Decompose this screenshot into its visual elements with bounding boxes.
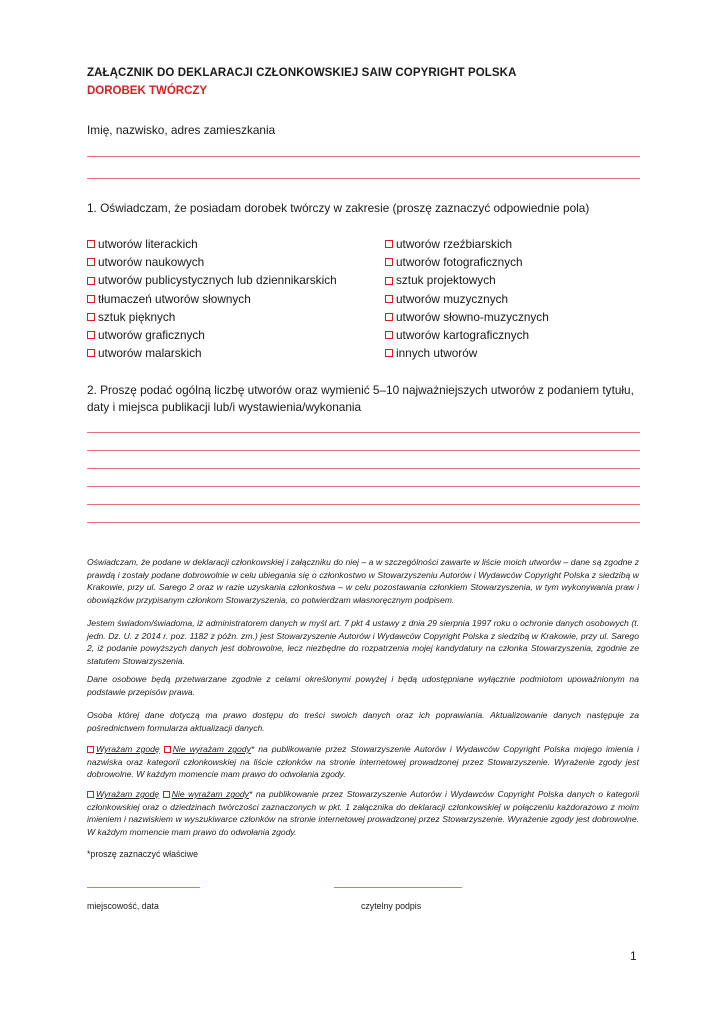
place-date-line[interactable]: [87, 887, 200, 888]
checkbox-icon[interactable]: [87, 349, 95, 357]
checkbox-icon[interactable]: [385, 331, 393, 339]
checkbox-item[interactable]: utworów malarskich: [87, 344, 337, 362]
personal-data-line-2[interactable]: [87, 178, 640, 179]
works-line-4[interactable]: [87, 486, 640, 487]
checkbox-icon[interactable]: [87, 313, 95, 321]
document-subtitle: DOROBEK TWÓRCZY: [87, 85, 208, 97]
checkbox-item[interactable]: utworów muzycznych: [385, 290, 549, 308]
checkbox-icon[interactable]: [385, 277, 393, 285]
checkbox-item[interactable]: utworów fotograficznych: [385, 253, 549, 271]
checkbox-icon[interactable]: [385, 240, 393, 248]
signature-line[interactable]: [334, 887, 462, 888]
section1-heading: 1. Oświadczam, że posiadam dorobek twórczy w zakresie (proszę zaznaczyć odpowiednie pola): [87, 201, 590, 215]
checkbox-icon[interactable]: [87, 331, 95, 339]
checkbox-item[interactable]: utworów literackich: [87, 235, 337, 253]
checkbox-item[interactable]: utworów kartograficznych: [385, 326, 549, 344]
checklist-left: [87, 235, 337, 362]
declaration-data-access: Osoba której dane dotyczą ma prawo dostępu do treści swoich danych oraz ich poprawiania. Aktualizowanie danych następuje za pośrednictwem formularza aktualizacji danych.: [87, 710, 639, 733]
place-date-label: miejscowość, data: [87, 901, 159, 911]
personal-data-line-1[interactable]: [87, 156, 640, 157]
checklist-right: [385, 235, 549, 362]
checkbox-icon[interactable]: [87, 240, 95, 248]
works-line-2[interactable]: [87, 450, 640, 451]
consent-no-checkbox-icon[interactable]: [163, 791, 170, 798]
personal-data-label: Imię, nazwisko, adres zamieszkania: [87, 123, 276, 137]
consent-yes-checkbox-icon[interactable]: [87, 791, 94, 798]
document-title: ZAŁĄCZNIK DO DEKLARACJI CZŁONKOWSKIEJ SAIW COPYRIGHT POLSKA: [87, 67, 517, 79]
checkbox-item[interactable]: tłumaczeń utworów słownych: [87, 290, 337, 308]
works-line-6[interactable]: [87, 522, 640, 523]
checkbox-item[interactable]: utworów publicystycznych lub dziennikarskich: [87, 271, 337, 289]
checkbox-item[interactable]: sztuk projektowych: [385, 271, 549, 289]
consent-name-publication: Wyrażam zgodę Nie wyrażam zgody* na publikowanie przez Stowarzyszenie Autorów i Wydawców Copyright Polska mojego imienia i nazwiska oraz kategorii członkowskiej na liście członków na stronie internetowej prowadzonej przez Stowarzyszenie. Wyrażenie zgody jest dobrowolne. W każdym momencie mam prawo do odwołania zgody.: [87, 744, 640, 780]
works-line-5[interactable]: [87, 504, 640, 505]
works-line-1[interactable]: [87, 432, 640, 433]
footnote: *proszę zaznaczyć właściwe: [87, 849, 198, 859]
consent-no-checkbox-icon[interactable]: [164, 746, 171, 753]
checkbox-icon[interactable]: [385, 258, 393, 266]
page-number: 1: [630, 949, 637, 963]
checkbox-icon[interactable]: [385, 349, 393, 357]
consent-yes-checkbox-icon[interactable]: [87, 746, 94, 753]
declaration-truth: Oświadczam, że podane w deklaracji członkowskiej i załączniku do niej – a w szczególności zawarte w liście moich utworów – dane są zgodne z prawdą i zostały podane dobrowolnie w celu ubiegania się o członkostwo w Stowarzyszeniu Autorów i Wydawców Copyright Polska z siedzibą w Krakowie, przy ul. Sarego 2 oraz w razie uzyskania członkostwa – w celu pozostawania członkiem Stowarzyszenia, w tym wykonywania praw i obowiązków przypisanym członkom Stowarzyszenia, co potwierdzam własnoręcznym podpisem.: [87, 557, 639, 605]
section2-heading: 2. Proszę podać ogólną liczbę utworów oraz wymienić 5–10 najważniejszych utworów z podaniem tytułu, daty i miejsca publikacji lub/i wystawienia/wykonania: [87, 383, 634, 414]
signature-label: czytelny podpis: [361, 901, 422, 911]
declaration-data-processing: Dane osobowe będą przetwarzane zgodnie z celami określonymi powyżej i będą udostępniane wyłącznie podmiotom upoważnionym na podstawie przepisów prawa.: [87, 674, 639, 697]
checkbox-icon[interactable]: [87, 295, 95, 303]
checkbox-item[interactable]: innych utworów: [385, 344, 549, 362]
checkbox-item[interactable]: utworów graficznych: [87, 326, 337, 344]
checkbox-item[interactable]: utworów słowno-muzycznych: [385, 308, 549, 326]
checkbox-icon[interactable]: [385, 295, 393, 303]
checkbox-icon[interactable]: [87, 277, 95, 285]
checkbox-icon[interactable]: [87, 258, 95, 266]
checkbox-item[interactable]: utworów rzeźbiarskich: [385, 235, 549, 253]
works-line-3[interactable]: [87, 468, 640, 469]
consent-category-publication: Wyrażam zgodę Nie wyrażam zgody* na publikowanie przez Stowarzyszenie Autorów i Wydawców Copyright Polska danych o kategorii członkowskiej oraz o dziedzinach twórczości zaznaczonych w pkt. 1 załącznika do deklaracji członkowskiej w połączeniu każdorazowo z moim imieniem i nazwiskiem w wyszukiwarce członków na stronie internetowej prowadzonej przez Stowarzyszenie. Wyrażenie zgody jest dobrowolne. W każdym momencie mam prawo do odwołania zgody.: [87, 789, 640, 837]
checkbox-icon[interactable]: [385, 313, 393, 321]
checkbox-item[interactable]: utworów naukowych: [87, 253, 337, 271]
checkbox-item[interactable]: sztuk pięknych: [87, 308, 337, 326]
declaration-data-admin: Jestem świadom/świadoma, iż administratorem danych w myśl art. 7 pkt 4 ustawy z dnia 29 sierpnia 1997 roku o ochronie danych osobowych (t. jedn. Dz. U. z 2014 r. poz. 1182 z późn. zm.) jest Stowarzyszenie Autorów i Wydawców Copyright Polska z siedzibą w Krakowie, przy ul. Sarego 2, iż podanie powyższych danych jest dobrowolne, lecz niezbędne do rozpatrzenia mojej kandydatury na członka Stowarzyszenia, zgodnie ze statutem Stowarzyszenia.: [87, 618, 639, 666]
